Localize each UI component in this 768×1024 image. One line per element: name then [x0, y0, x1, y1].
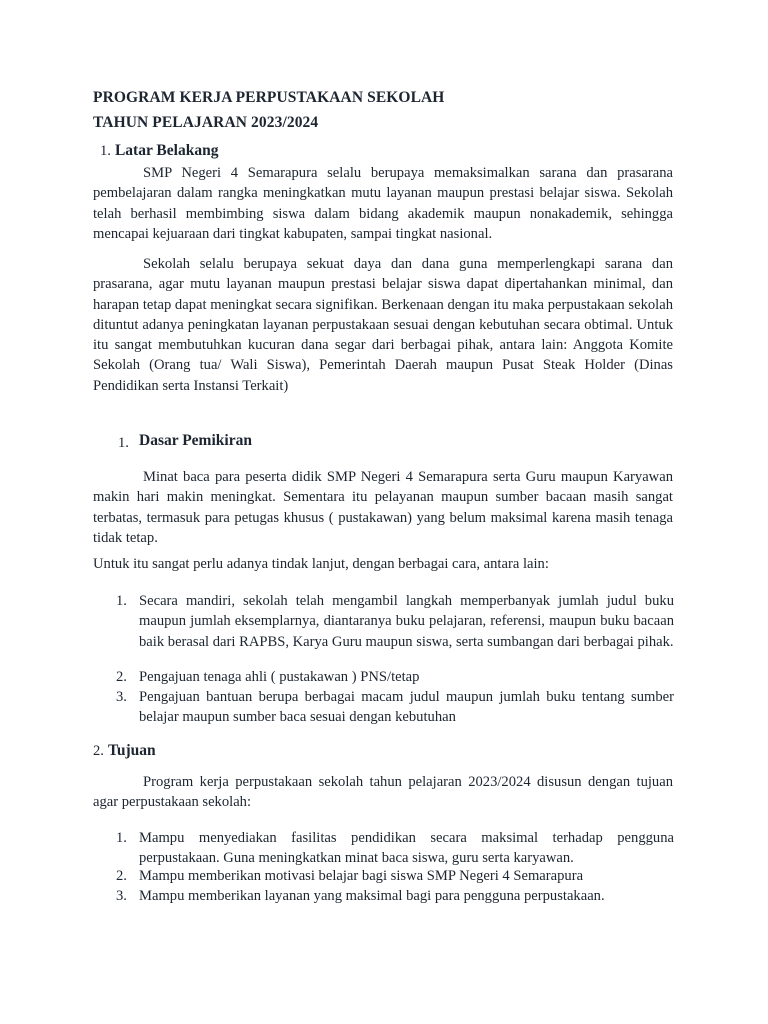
- latar-belakang-paragraph-2: Sekolah selalu berupaya sekuat daya dan dana guna memperlengkapi sarana dan prasarana, agar mutu layanan maupun prestasi belajar siswa dapat dipertahankan minimal, dan harapan tetap dapat meningkat secara signifikan. Berkenaan dengan itu maka perpustakaan sekolah dituntut adanya peningkatan layanan perpustakaan sesuai dengan kebutuhan secara obtimal. Untuk itu sangat membutuhkan kucuran dana segar dari berbagai pihak, antara lain: Anggota Komite Sekolah (Orang tua/ Wali Siswa), Pemerintah Daerah maupun Pusat Steak Holder (Dinas Pendidikan serta Instansi Terkait): [93, 256, 673, 394]
- list-number: 1.: [116, 830, 127, 846]
- section-number: 2.: [93, 743, 104, 759]
- section-tujuan-heading: [93, 741, 156, 761]
- section-number: 1.: [118, 435, 129, 451]
- list-item: Pengajuan tenaga ahli ( pustakawan ) PNS/tetap: [139, 669, 420, 685]
- list-item: Mampu memberikan layanan yang maksimal bagi para pengguna perpustakaan.: [139, 888, 605, 904]
- list-item: Mampu memberikan motivasi belajar bagi siswa SMP Negeri 4 Semarapura: [139, 868, 584, 884]
- list-item: Pengajuan bantuan berupa berbagai macam judul maupun jumlah buku tentang sumber belajar maupun sumber baca sesuai dengan kebutuhan: [139, 689, 674, 726]
- list-number: 1.: [116, 593, 127, 609]
- document-title: PROGRAM KERJA PERPUSTAKAAN SEKOLAH: [93, 89, 445, 106]
- list-item: Mampu menyediakan fasilitas pendidikan secara maksimal terhadap pengguna perpustakaan. Guna meningkatkan minat baca siswa, guru serta karyawan.: [139, 830, 674, 867]
- list-item: Secara mandiri, sekolah telah mengambil langkah memperbanyak jumlah judul buku maupun jumlah eksemplarnya, diantaranya buku pelajaran, referensi, maupun buku bacaan baik berasal dari RAPBS, Karya Guru maupun siswa, serta sumbangan dari berbagai pihak.: [139, 593, 674, 650]
- section-title: Latar Belakang: [114, 142, 219, 159]
- section-dasar-pemikiran-heading: Dasar Pemikiran: [139, 432, 252, 449]
- document-subtitle: TAHUN PELAJARAN 2023/2024: [93, 114, 319, 131]
- section-title: Tujuan: [107, 742, 156, 759]
- dasar-pemikiran-intro: Untuk itu sangat perlu adanya tindak lanjut, dengan berbagai cara, antara lain:: [93, 556, 549, 572]
- list-number: 3.: [116, 689, 127, 705]
- tujuan-paragraph: Program kerja perpustakaan sekolah tahun pelajaran 2023/2024 disusun dengan tujuan agar perpustakaan sekolah:: [93, 774, 673, 811]
- dasar-pemikiran-paragraph: Minat baca para peserta didik SMP Negeri 4 Semarapura serta Guru maupun Karyawan makin hari makin meningkat. Sementara itu pelayanan maupun sumber bacaan masih sangat terbatas, termasuk para petugas khusus ( pustakawan) yang belum maksimal karena masih tenaga tidak tetap.: [93, 469, 673, 546]
- latar-belakang-paragraph-1: SMP Negeri 4 Semarapura selalu berupaya memaksimalkan sarana dan prasarana pembelajaran dalam rangka meningkatkan mutu layanan maupun prestasi belajar siswa. Sekolah telah berhasil membimbing siswa dalam bidang akademik maupun nonakademik, sehingga mencapai kejuaraan dari tingkat kabupaten, sampai tingkat nasional.: [93, 165, 673, 242]
- section-number: 1.: [100, 143, 111, 159]
- list-number: 2.: [116, 868, 127, 884]
- list-number: 2.: [116, 669, 127, 685]
- section-latar-belakang-heading: [100, 141, 218, 161]
- list-number: 3.: [116, 888, 127, 904]
